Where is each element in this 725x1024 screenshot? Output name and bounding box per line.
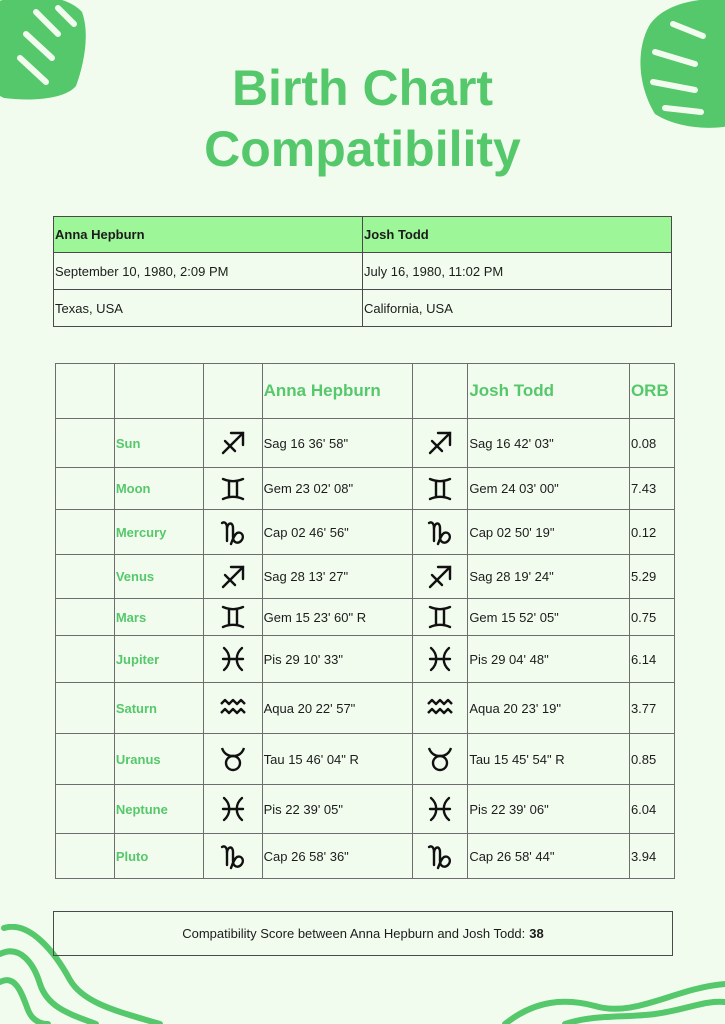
sign-cell <box>203 555 262 599</box>
planet-name: Mars <box>114 599 203 636</box>
person2-position: Aqua 20 23' 19" <box>468 683 630 734</box>
sign-cell <box>203 785 262 834</box>
person2-position: Pis 22 39' 06" <box>468 785 630 834</box>
planet-name: Uranus <box>114 734 203 785</box>
person2-position: Gem 24 03' 00" <box>468 468 630 510</box>
person2-position: Gem 15 52' 05" <box>468 599 630 636</box>
birth-info-table <box>53 216 672 327</box>
orb-value: 5.29 <box>629 555 674 599</box>
person2-position: Cap 02 50' 19" <box>468 510 630 555</box>
planet-name: Saturn <box>114 683 203 734</box>
sign-cell <box>413 599 468 636</box>
sagittarius-icon <box>425 562 455 592</box>
person1-position: Pis 29 10' 33" <box>262 636 413 683</box>
wave-decoration-icon <box>495 944 725 1024</box>
gemini-icon <box>218 602 248 632</box>
planet-name: Mercury <box>114 510 203 555</box>
row-spacer-cell <box>56 599 115 636</box>
orb-value: 6.14 <box>629 636 674 683</box>
planet-row <box>56 510 675 555</box>
capricorn-icon <box>425 517 455 547</box>
planet-row <box>56 599 675 636</box>
orb-value: 6.04 <box>629 785 674 834</box>
row-spacer-cell <box>56 734 115 785</box>
gemini-icon <box>425 474 455 504</box>
score-label: Compatibility Score between Anna Hepburn and Josh Todd: <box>182 926 526 941</box>
pisces-icon <box>425 644 455 674</box>
sign-cell <box>413 555 468 599</box>
sign-cell <box>203 636 262 683</box>
sign-cell <box>203 683 262 734</box>
person1-position: Tau 15 46' 04" R <box>262 734 413 785</box>
compatibility-score <box>53 911 673 956</box>
person2-position: Cap 26 58' 44" <box>468 834 630 879</box>
empty-header-cell <box>413 364 468 419</box>
sign-cell <box>203 834 262 879</box>
header-person1: Anna Hepburn <box>262 364 413 419</box>
planet-row <box>56 555 675 599</box>
sagittarius-icon <box>425 428 455 458</box>
planet-compatibility-table <box>55 363 675 879</box>
person1-position: Sag 16 36' 58" <box>262 419 413 468</box>
empty-header-cell <box>114 364 203 419</box>
empty-header-cell <box>203 364 262 419</box>
planet-name: Venus <box>114 555 203 599</box>
sign-cell <box>203 734 262 785</box>
planet-name: Moon <box>114 468 203 510</box>
planet-name: Jupiter <box>114 636 203 683</box>
header-orb: ORB <box>629 364 674 419</box>
planet-row <box>56 468 675 510</box>
empty-header-cell <box>56 364 115 419</box>
person1-position: Cap 26 58' 36" <box>262 834 413 879</box>
sign-cell <box>413 419 468 468</box>
orb-value: 0.85 <box>629 734 674 785</box>
planet-row <box>56 834 675 879</box>
person2-position: Tau 15 45' 54" R <box>468 734 630 785</box>
planet-row <box>56 734 675 785</box>
sagittarius-icon <box>218 562 248 592</box>
taurus-icon <box>425 744 455 774</box>
sign-cell <box>413 510 468 555</box>
capricorn-icon <box>218 517 248 547</box>
aquarius-icon <box>425 693 455 723</box>
orb-value: 0.75 <box>629 599 674 636</box>
orb-value: 0.08 <box>629 419 674 468</box>
sign-cell <box>203 419 262 468</box>
row-spacer-cell <box>56 510 115 555</box>
sagittarius-icon <box>218 428 248 458</box>
sign-cell <box>203 599 262 636</box>
person1-position: Aqua 20 22' 57" <box>262 683 413 734</box>
gemini-icon <box>425 602 455 632</box>
page-title <box>0 58 725 180</box>
person2-position: Pis 29 04' 48" <box>468 636 630 683</box>
person2-place: California, USA <box>363 290 672 327</box>
pisces-icon <box>218 644 248 674</box>
sign-cell <box>413 636 468 683</box>
person1-position: Sag 28 13' 27" <box>262 555 413 599</box>
planet-row <box>56 636 675 683</box>
info-place-row <box>54 290 672 327</box>
planet-row <box>56 785 675 834</box>
person2-position: Sag 28 19' 24" <box>468 555 630 599</box>
orb-value: 0.12 <box>629 510 674 555</box>
info-birth-row <box>54 253 672 290</box>
person2-position: Sag 16 42' 03" <box>468 419 630 468</box>
aquarius-icon <box>218 693 248 723</box>
planet-row <box>56 419 675 468</box>
person1-place: Texas, USA <box>54 290 363 327</box>
pisces-icon <box>425 794 455 824</box>
sign-cell <box>203 468 262 510</box>
planet-name: Neptune <box>114 785 203 834</box>
orb-value: 3.94 <box>629 834 674 879</box>
sign-cell <box>413 734 468 785</box>
capricorn-icon <box>425 841 455 871</box>
person2-name: Josh Todd <box>363 217 672 253</box>
planet-row <box>56 683 675 734</box>
orb-value: 7.43 <box>629 468 674 510</box>
info-header-row <box>54 217 672 253</box>
planet-name: Pluto <box>114 834 203 879</box>
person1-position: Gem 23 02' 08" <box>262 468 413 510</box>
capricorn-icon <box>218 841 248 871</box>
title-line-1: Birth Chart <box>231 60 494 116</box>
sign-cell <box>413 468 468 510</box>
sign-cell <box>203 510 262 555</box>
header-person2: Josh Todd <box>468 364 630 419</box>
person1-position: Gem 15 23' 60" R <box>262 599 413 636</box>
sign-cell <box>413 834 468 879</box>
planet-name: Sun <box>114 419 203 468</box>
row-spacer-cell <box>56 555 115 599</box>
row-spacer-cell <box>56 468 115 510</box>
row-spacer-cell <box>56 834 115 879</box>
pisces-icon <box>218 794 248 824</box>
person1-birth: September 10, 1980, 2:09 PM <box>54 253 363 290</box>
gemini-icon <box>218 474 248 504</box>
orb-value: 3.77 <box>629 683 674 734</box>
person1-position: Cap 02 46' 56" <box>262 510 413 555</box>
score-value: 38 <box>529 926 544 941</box>
row-spacer-cell <box>56 785 115 834</box>
row-spacer-cell <box>56 636 115 683</box>
row-spacer-cell <box>56 683 115 734</box>
person2-birth: July 16, 1980, 11:02 PM <box>363 253 672 290</box>
row-spacer-cell <box>56 419 115 468</box>
title-line-2: Compatibility <box>204 121 521 177</box>
sign-cell <box>413 683 468 734</box>
sign-cell <box>413 785 468 834</box>
person1-position: Pis 22 39' 05" <box>262 785 413 834</box>
person1-name: Anna Hepburn <box>54 217 363 253</box>
chart-header-row <box>56 364 675 419</box>
taurus-icon <box>218 744 248 774</box>
